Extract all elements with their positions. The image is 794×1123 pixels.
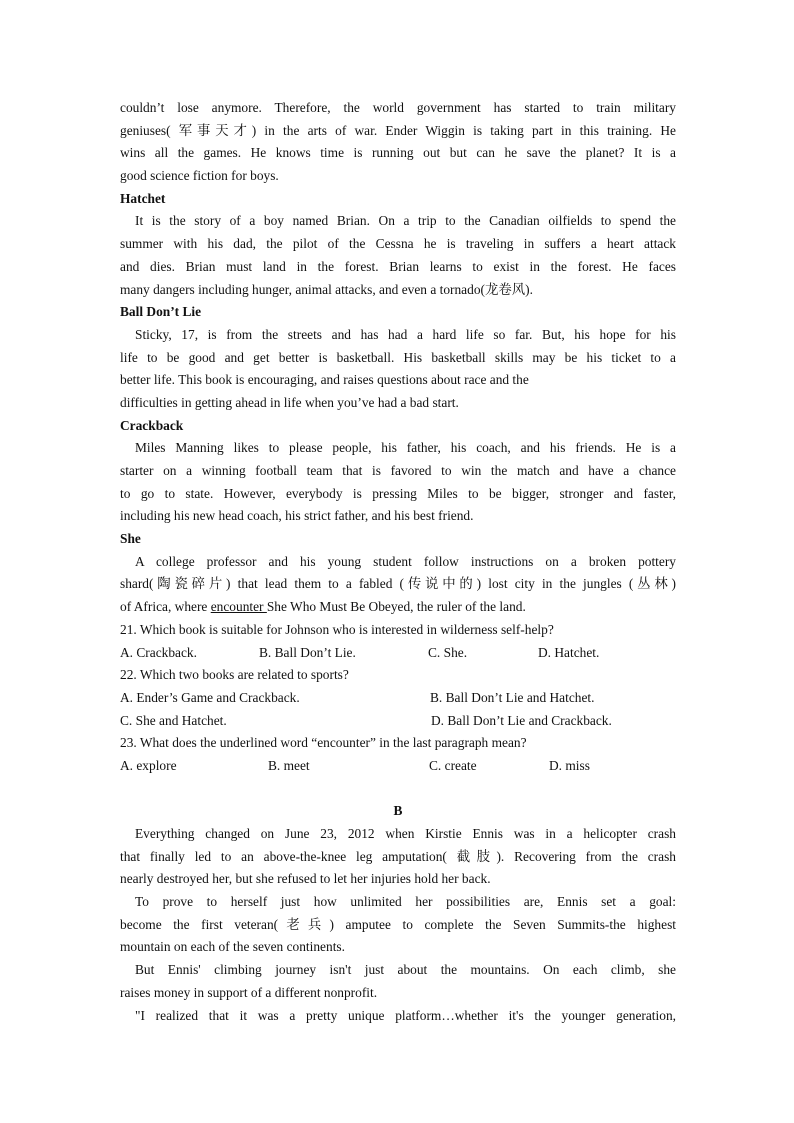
question-stem: 21. Which book is suitable for Johnson who is interested in wilderness self-help? — [120, 621, 554, 637]
book-title: Crackback — [120, 417, 184, 433]
section-b — [120, 800, 676, 1027]
text-segment: of Africa, where — [120, 599, 211, 615]
text-line — [120, 596, 676, 619]
option-row — [120, 755, 676, 778]
text-line: But Ennis' climbing journey isn't just about the mountains. On each climb, she — [135, 962, 676, 978]
book-ball-dont-lie — [120, 301, 676, 414]
document-page — [120, 97, 676, 1027]
option-d: D. Ball Don’t Lie and Crackback. — [431, 712, 612, 728]
book-title: Hatchet — [120, 190, 166, 206]
question-22 — [120, 664, 676, 732]
text-segment: She Who Must Be Obeyed, the ruler of the land. — [266, 599, 526, 615]
option-b: B. meet — [268, 757, 310, 773]
option-c: C. She. — [428, 644, 468, 660]
text-line: geniuses( 军事天才) in the arts of war. Ender Wiggin is taking part in this training. He — [120, 122, 676, 138]
text-line: shard(陶瓷碎片) that lead them to a fabled (传说中的) lost city in the jungles (丛林) — [120, 576, 676, 592]
question-stem: 22. Which two books are related to sports? — [120, 667, 349, 683]
book-she — [120, 528, 676, 619]
option-b: B. Ball Don’t Lie. — [259, 644, 356, 660]
option-row — [120, 687, 676, 710]
option-a: A. Crackback. — [120, 644, 197, 660]
text-line: A college professor and his young student follow instructions on a broken pottery — [135, 553, 676, 569]
text-line: starter on a winning football team that is favored to win the match and have a chance — [120, 463, 676, 478]
paragraph — [120, 891, 676, 959]
text-line: better life. This book is encouraging, and raises questions about race and the — [120, 372, 529, 388]
book-hatchet — [120, 188, 676, 301]
spacer — [120, 778, 676, 801]
text-line: become the first veteran(老兵) amputee to complete the Seven Summits-the highest — [120, 916, 676, 932]
option-c: C. She and Hatchet. — [120, 712, 227, 728]
text-line: to go to state. However, everybody is pressing Miles to be bigger, stronger and faster, — [120, 485, 676, 501]
option-a: A. Ender’s Game and Crackback. — [120, 689, 300, 705]
text-line: "I realized that it was a pretty unique platform…whether it's the younger generation, — [135, 1007, 676, 1023]
paragraph — [120, 1005, 676, 1028]
text-line: To prove to herself just how unlimited her possibilities are, Ennis set a goal: — [135, 894, 676, 910]
text-line: and dies. Brian must land in the forest. Brian learns to exist in the forest. He faces — [120, 258, 676, 274]
underlined-word: encounter — [210, 599, 267, 615]
option-c: C. create — [429, 757, 477, 773]
book-title: She — [120, 531, 141, 547]
option-a: A. explore — [120, 757, 177, 773]
text-line: wins all the games. He knows time is running out but can he save the planet? It is a — [120, 145, 676, 161]
option-row — [120, 642, 676, 665]
text-line: mountain on each of the seven continents. — [120, 939, 345, 955]
text-line: that finally led to an above-the-knee leg amputation( 截肢). Recovering from the crash — [120, 848, 676, 864]
intro-paragraph — [120, 97, 676, 188]
option-b: B. Ball Don’t Lie and Hatchet. — [430, 689, 595, 705]
option-d: D. miss — [549, 757, 590, 773]
book-title: Ball Don’t Lie — [120, 304, 202, 320]
question-stem: 23. What does the underlined word “encounter” in the last paragraph mean? — [120, 735, 527, 751]
option-row — [120, 710, 676, 733]
text-line: Miles Manning likes to please people, his father, his coach, and his friends. He is a — [135, 440, 676, 456]
text-line: couldn’t lose anymore. Therefore, the world government has started to train military — [120, 100, 676, 115]
text-line: good science fiction for boys. — [120, 168, 279, 184]
paragraph — [120, 823, 676, 891]
paragraph — [120, 959, 676, 1004]
text-line: Everything changed on June 23, 2012 when Kirstie Ennis was in a helicopter crash — [135, 826, 676, 841]
text-line: Sticky, 17, is from the streets and has had a hard life so far. But, his hope for his — [135, 326, 676, 342]
section-heading: B — [393, 803, 403, 819]
text-line: summer with his dad, the pilot of the Cessna he is traveling in suffers a heart attack — [120, 236, 676, 252]
text-line: many dangers including hunger, animal attacks, and even a tornado(龙卷风). — [120, 281, 533, 297]
text-line: including his new head coach, his strict father, and his best friend. — [120, 508, 474, 524]
text-line: life to be good and get better is basketball. His basketball skills may be his ticket to a — [120, 349, 676, 365]
question-23 — [120, 732, 676, 777]
text-line: raises money in support of a different nonprofit. — [120, 984, 378, 1000]
option-d: D. Hatchet. — [538, 644, 600, 660]
question-21 — [120, 619, 676, 664]
book-crackback — [120, 415, 676, 528]
text-line: nearly destroyed her, but she refused to let her injuries hold her back. — [120, 871, 491, 887]
text-line: It is the story of a boy named Brian. On a trip to the Canadian oilfields to spend the — [135, 213, 676, 229]
text-line: difficulties in getting ahead in life when you’ve had a bad start. — [120, 394, 459, 410]
